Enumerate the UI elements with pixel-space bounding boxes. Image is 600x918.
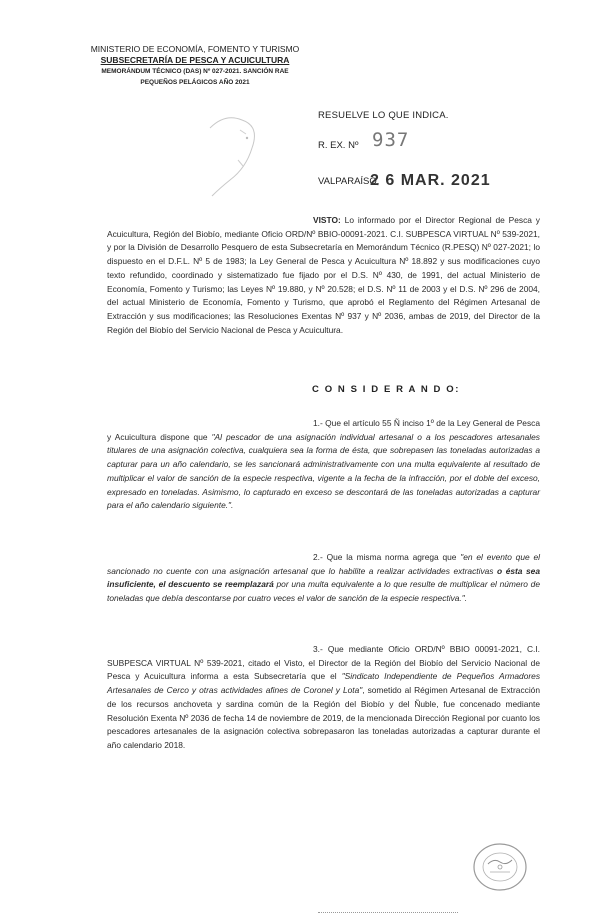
considerando-paragraph-3 xyxy=(107,643,540,753)
resolution-date: 2 6 MAR. 2021 xyxy=(370,172,491,189)
resuelve-line: RESUELVE LO QUE INDICA. xyxy=(318,110,449,121)
p2-quote-a: "en el evento que el sancionado no cuente con una asignación artesanal que lo habilite a realizar actividades extractivas xyxy=(107,552,540,576)
considerando-paragraph-2 xyxy=(107,551,540,606)
visto-text: Lo informado por el Director Regional de Pesca y Acuicultura, Región del Biobío, mediante Oficio ORD/Nº BBIO-00091-2021. C.I. SUBPESCA VIRTUAL Nº 539-2021, y por la División de Desarrollo Pesquero de esta Subsecretaría en Memorándum Técnico (R.PESQ) Nº 027-2021; lo dispuesto en el D.F.L. Nº 5 de 1983; la Ley General de Pesca y Acuicultura Nº 18.892 y sus modificaciones cuyo texto refundido, coordinado y sistematizado fue fijado por el D.S. Nº 430, de 1991, del actual Ministerio de Economía, Fomento y Turismo; las Leyes Nº 19.880, y Nº 20.528; el D.S. Nº 11 de 2003 y el D.S. Nº 296 de 2004, del actual Ministerio de Economía, Fomento y Turismo, que aprobó el Reglamento del Régimen Artesanal de Extracción y sus modificaciones; las Resoluciones Exentas Nº 937 y Nº 2036, ambas de 2019, del Director de la Región del Biobío del Servicio Nacional de Pesca y Acuicultura. xyxy=(107,215,540,335)
p2-quote-b: por una multa equivalente a lo que resulte de multiplicar el número de toneladas que debía descontarse por cuatro veces el valor de sanción de la especie respectiva.". xyxy=(107,579,540,604)
rex-label: R. EX. Nº xyxy=(318,140,359,151)
faint-seal-mark xyxy=(180,108,290,208)
visto-label: VISTO: xyxy=(313,215,341,225)
considerando-heading: C O N S I D E R A N D O: xyxy=(312,384,461,395)
ministry-header xyxy=(80,44,310,88)
p3-quote: "Sindicato Independiente de Pequeños Armadores Artesanales de Cerco y otras actividades afines de Coronel y Lota" xyxy=(107,671,541,696)
p3-tail: , sometido al Régimen Artesanal de Extracción de los recursos anchoveta y sardina común de la Región del Biobío y del Ñuble, fue concenado mediante Resolución Exenta Nº 2036 de fecha 14 de noviembre de 2019, de la mencionada Dirección Regional por cuanto los pescadores artesanales de la asignación colectiva sobrepasaron las toneladas autorizadas a capturar durante el año calendario 2018. xyxy=(107,685,540,750)
rex-number: 937 xyxy=(372,129,410,151)
ministry-name: MINISTERIO DE ECONOMÍA, FOMENTO Y TURISMO xyxy=(90,44,300,54)
visto-paragraph xyxy=(107,214,540,337)
memo-subject: PEQUEÑOS PELÁGICOS AÑO 2021 xyxy=(140,79,250,86)
memo-reference: MEMORÁNDUM TÉCNICO (DAS) Nº 027-2021. SANCIÓN RAE xyxy=(101,68,289,75)
subsecretaria-name: SUBSECRETARÍA DE PESCA Y ACUICULTURA xyxy=(100,55,290,65)
p1-quote: "Al pescador de una asignación individual artesanal o a los pescadores artesanales titulares de una asignación colectiva, cualquiera sea la forma de ésta, que sobrepasen las toneladas autorizadas a capturar para un año calendario, se les sancionará administrativamente con una multa equivalente al resultado de multiplicar el valor de sanción de la especie respectiva, vigente a la fecha de la infracción, por el doble del exceso, expresado en toneladas. Asimismo, lo capturado en exceso se descontará de las toneladas autorizadas a capturar para el año calendario siguiente.". xyxy=(107,431,540,511)
footer-dotted-line xyxy=(318,912,458,917)
considerando-paragraph-1 xyxy=(107,417,540,513)
p2-lead: 2.- Que la misma norma agrega que xyxy=(313,552,461,562)
official-stamp-icon xyxy=(470,840,530,894)
p2-quote-bold: o ésta sea insuficiente, el descuento se reemplazará xyxy=(107,565,540,590)
p3-lead: 3.- Que mediante Oficio ORD/Nº BBIO 00091-2021, C.I. SUBPESCA VIRTUAL Nº 539-2021, citado el Visto, el Director de la Región del Biobío del Servicio Nacional de Pesca y Acuicultura informa a esta Subsecretaría que el xyxy=(107,644,540,682)
place-label: VALPARAÍSO, xyxy=(318,176,380,187)
p1-lead: 1.- Que el artículo 55 Ñ inciso 1º de la Ley General de Pesca y Acuicultura dispone que xyxy=(107,418,540,442)
